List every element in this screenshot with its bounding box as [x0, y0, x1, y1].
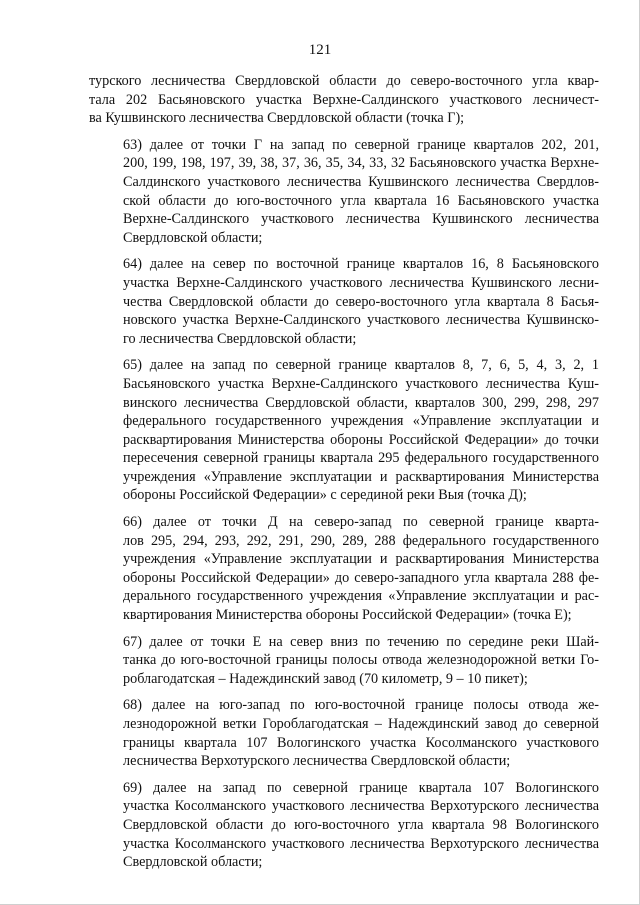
- text-line: квартирования Министерства обороны Российской Федерации» (точка Е);: [123, 607, 572, 624]
- text-line: 200, 199, 198, 197, 39, 38, 37, 36, 35, 34, 33, 32 Басьяновского участка Верхне-: [123, 155, 599, 172]
- body-text: [89, 72, 599, 880]
- text-line: ской области до юго-восточного угла квартала 16 Басьяновского участка: [123, 192, 599, 209]
- paragraph: [89, 696, 599, 770]
- text-line: пересечения северной границы квартала 295 федерального государственного: [123, 450, 599, 467]
- text-line: Свердловской области до юго-восточного угла квартала 98 Вологинского: [123, 816, 599, 833]
- text-line: участка Верхне-Салдинского участкового лесничества Кушвинского лесни-: [123, 274, 599, 291]
- text-line: Свердловской области;: [123, 854, 263, 871]
- text-line: участка Косолманского участкового лесничества Верхотурского лесничества: [123, 798, 599, 815]
- text-line: федерального государственного учреждения «Управление эксплуатации и: [123, 413, 599, 430]
- text-line: обороны Российской Федерации» с серединой реки Выя (точка Д);: [123, 487, 527, 504]
- text-line: чества Свердловской области до северо-восточного угла квартала 8 Басья-: [123, 293, 599, 310]
- text-line: Басьяновского участка Верхне-Салдинского участкового лесничества Куш-: [123, 375, 599, 392]
- paragraph: [89, 779, 599, 872]
- text-line: Верхне-Салдинского участкового лесничества Кушвинского лесничества: [123, 211, 599, 228]
- paragraph: [89, 513, 599, 625]
- text-line: учреждения «Управление эксплуатации и расквартирования Министерства: [123, 551, 599, 568]
- text-line: лезнодорожной ветки Гороблагодатская – Надеждинский завод до северной: [123, 716, 599, 732]
- text-line: лов 295, 294, 293, 292, 291, 290, 289, 288 федерального государственного: [123, 532, 599, 549]
- text-line: турского лесничества Свердловской области до северо-восточного угла квар-: [89, 73, 599, 89]
- text-line: го лесничества Свердловской области;: [123, 330, 357, 347]
- paragraph: [89, 633, 599, 689]
- text-line: Салдинского участкового лесничества Кушвинского лесничества Свердлов-: [123, 173, 599, 190]
- text-line: 66) далее от точки Д на северо-запад по северной границе кварта-: [123, 514, 599, 531]
- text-line: дерального государственного учреждения «Управление эксплуатации и рас-: [123, 588, 599, 605]
- text-line: тала 202 Басьяновского участка Верхне-Салдинского участкового лесничест-: [89, 91, 599, 108]
- text-line: 68) далее на юго-запад по юго-восточной границе полосы отвода же-: [123, 697, 599, 714]
- text-line: учреждения «Управление эксплуатации и расквартирования Министерства: [123, 468, 599, 485]
- page-number: 121: [308, 42, 332, 58]
- text-line: Свердловской области;: [123, 229, 263, 246]
- paragraph: [89, 255, 599, 348]
- text-line: роблагодатская – Надеждинский завод (70 километр, 9 – 10 пикет);: [123, 670, 528, 687]
- text-line: обороны Российской Федерации» до северо-западного угла квартала 288 фе-: [123, 569, 599, 586]
- text-line: винского лесничества Свердловской области, кварталов 300, 299, 298, 297: [123, 394, 599, 411]
- text-line: танка до юго-восточной границы полосы отвода железнодорожной ветки Го-: [123, 652, 599, 669]
- text-line: ва Кушвинского лесничества Свердловской области (точка Г);: [89, 110, 465, 127]
- text-line: участка Косолманского участкового лесничества Верхотурского лесничества: [123, 835, 599, 852]
- text-line: 67) далее от точки Е на север вниз по течению по середине реки Шай-: [123, 633, 599, 650]
- text-line: 69) далее на запад по северной границе квартала 107 Вологинского: [123, 779, 599, 796]
- text-line: границы квартала 107 Вологинского участка Косолманского участкового: [123, 734, 599, 751]
- paragraph: [89, 356, 599, 505]
- text-line: новского участка Верхне-Салдинского участкового лесничества Кушвинско-: [123, 312, 599, 329]
- text-line: расквартирования Министерства обороны Российской Федерации» до точки: [123, 431, 599, 448]
- text-line: 65) далее на запад по северной границе кварталов 8, 7, 6, 5, 4, 3, 2, 1: [123, 357, 599, 374]
- text-line: 64) далее на север по восточной границе кварталов 16, 8 Басьяновского: [123, 256, 599, 273]
- text-line: лесничества Верхотурского лесничества Свердловской области;: [123, 753, 511, 770]
- paragraph: [89, 136, 599, 248]
- text-line: 63) далее от точки Г на запад по северной границе кварталов 202, 201,: [123, 136, 599, 153]
- paragraph: [89, 72, 599, 128]
